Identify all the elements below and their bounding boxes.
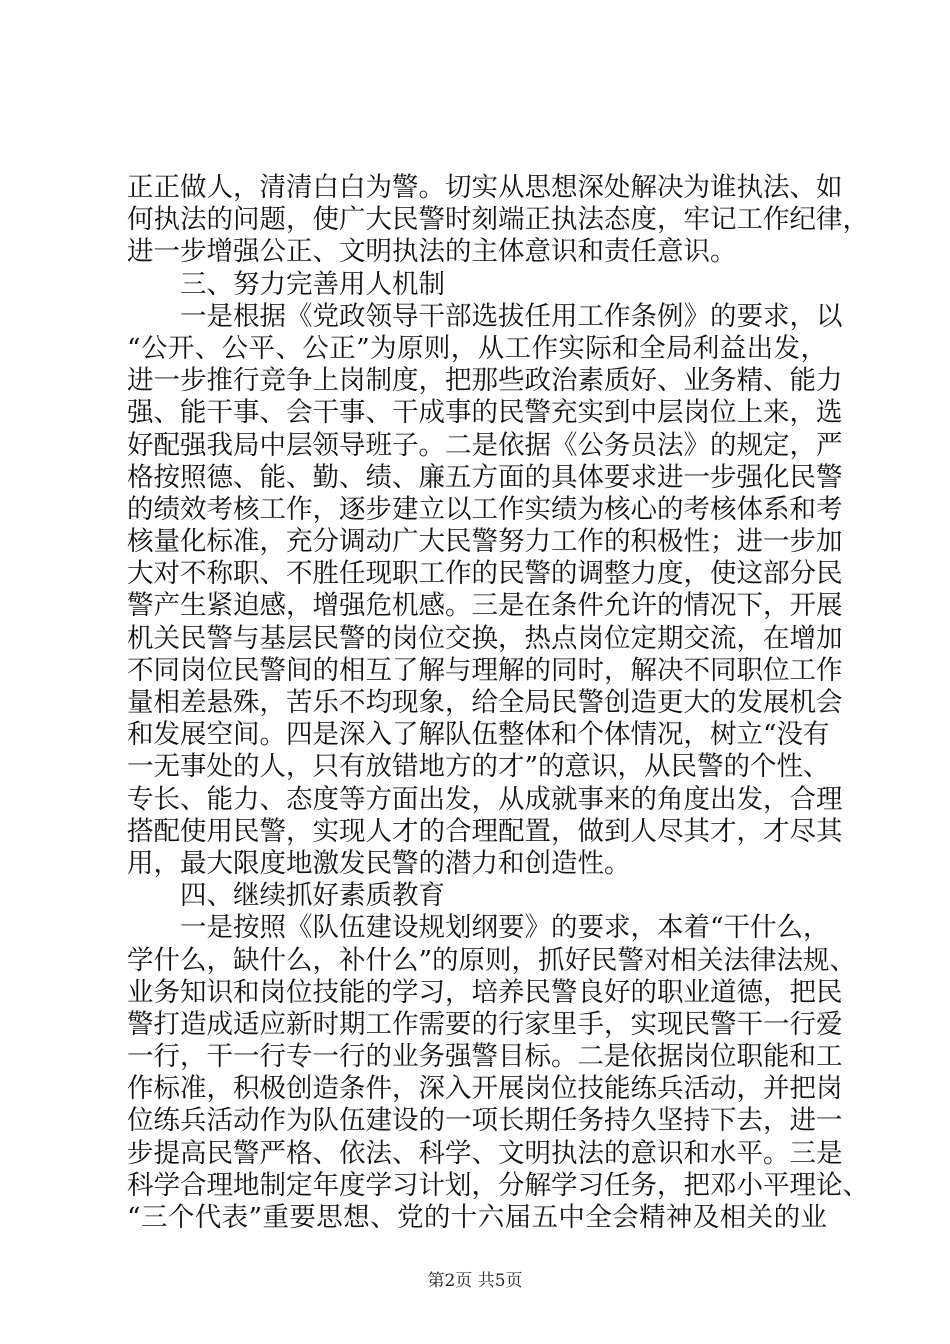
text-line: “公开、公平、公正”为原则，从工作实际和全局利益出发， <box>127 332 827 364</box>
text-line: 警产生紧迫感，增强危机感。三是在条件允许的情况下，开展 <box>127 590 843 622</box>
text-line: 大对不称职、不胜任现职工作的民警的调整力度，使这部分民 <box>127 558 843 590</box>
page-footer: 第2页 共5页 <box>427 1271 523 1291</box>
text-line: 和发展空间。四是深入了解队伍整体和个体情况，树立“没有 <box>127 719 830 751</box>
text-line: 专长、能力、态度等方面出发，从成就事来的角度出发，合理 <box>127 783 843 815</box>
text-line: 不同岗位民警间的相互了解与理解的同时，解决不同职位工作 <box>127 654 843 686</box>
text-line: 警打造成适应新时期工作需要的行家里手，实现民警干一行爱 <box>127 1008 843 1040</box>
text-line: 强、能干事、会干事、干成事的民警充实到中层岗位上来，选 <box>127 397 843 429</box>
text-line: 搭配使用民警，实现人才的合理配置，做到人尽其才，才尽其 <box>127 815 843 847</box>
text-line: 步提高民警严格、依法、科学、文明执法的意识和水平。三是 <box>127 1137 843 1169</box>
text-line: 作标准，积极创造条件，深入开展岗位技能练兵活动，并把岗 <box>127 1073 843 1105</box>
text-line: 格按照德、能、勤、绩、廉五方面的具体要求进一步强化民警 <box>127 461 843 493</box>
text-line: 科学合理地制定年度学习计划，分解学习任务，把邓小平理论、 <box>127 1169 869 1201</box>
text-line: 一行，干一行专一行的业务强警目标。二是依据岗位职能和工 <box>127 1041 843 1073</box>
text-line: 三、努力完善用人机制 <box>180 268 445 300</box>
text-line: 好配强我局中层领导班子。二是依据《公务员法》的规定，严 <box>127 429 843 461</box>
text-line: 位练兵活动作为队伍建设的一项长期任务持久坚持下去，进一 <box>127 1105 843 1137</box>
text-line: 一是按照《队伍建设规划纲要》的要求，本着“干什么， <box>180 912 830 944</box>
text-line: 机关民警与基层民警的岗位交换，热点岗位定期交流，在增加 <box>127 622 843 654</box>
text-line: 一无事处的人，只有放错地方的才”的意识，从民警的个性、 <box>127 751 830 783</box>
text-line: 进一步增强公正、文明执法的主体意识和责任意识。 <box>127 236 737 268</box>
text-line: 业务知识和岗位技能的学习，培养民警良好的职业道德，把民 <box>127 976 843 1008</box>
text-line: 四、继续抓好素质教育 <box>180 880 445 912</box>
text-line: “三个代表”重要思想、党的十六届五中全会精神及相关的业 <box>127 1202 827 1233</box>
text-line: 进一步推行竞争上岗制度，把那些政治素质好、业务精、能力 <box>127 365 843 397</box>
text-line: 何执法的问题，使广大民警时刻端正执法态度，牢记工作纪律， <box>127 204 869 236</box>
text-line: 学什么，缺什么，补什么”的原则，抓好民警对相关法律法规、 <box>127 944 857 976</box>
text-line: 量相差悬殊，苦乐不均现象，给全局民警创造更大的发展机会 <box>127 687 843 718</box>
text-line: 一是根据《党政领导干部选拔任用工作条例》的要求，以 <box>180 300 843 332</box>
document-body <box>127 172 869 1234</box>
text-line: 用，最大限度地激发民警的潜力和创造性。 <box>127 847 631 879</box>
text-line: 核量化标准，充分调动广大民警努力工作的积极性；进一步加 <box>127 526 843 558</box>
text-line: 正正做人，清清白白为警。切实从思想深处解决为谁执法、如 <box>127 172 843 203</box>
text-line: 的绩效考核工作，逐步建立以工作实绩为核心的考核体系和考 <box>127 493 843 525</box>
